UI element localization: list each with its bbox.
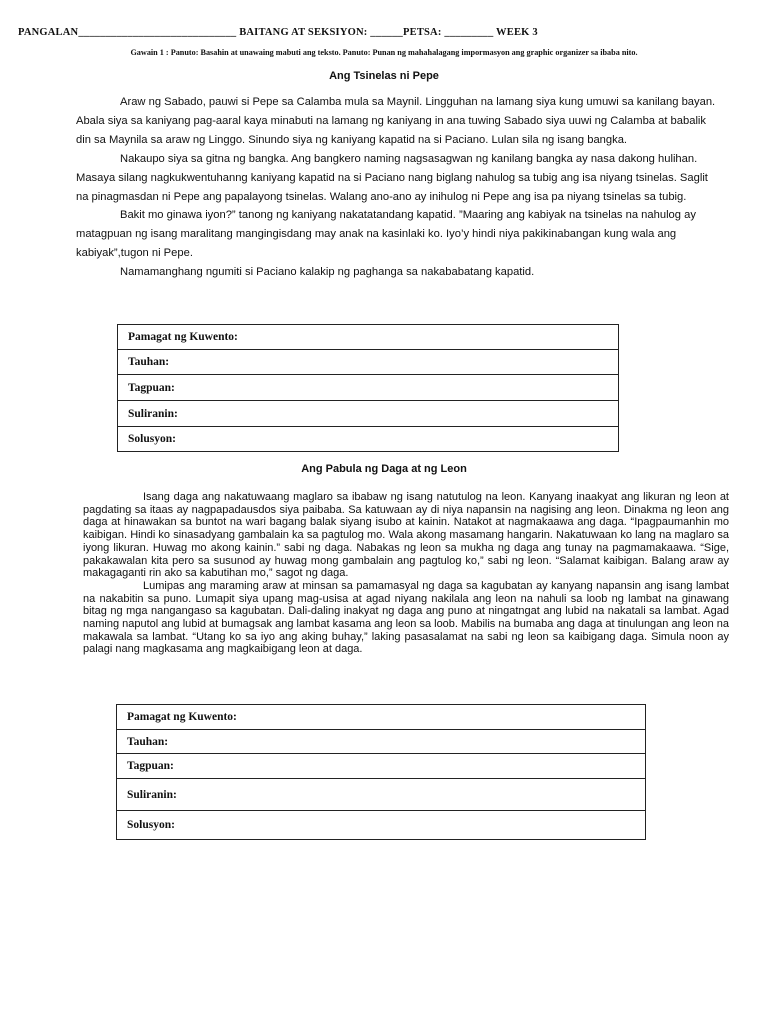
organizer2-characters-field[interactable]: Tauhan:: [117, 730, 646, 754]
organizer-row: [118, 401, 619, 427]
organizer1-solution-field[interactable]: Solusyon:: [118, 427, 619, 452]
story1-paragraph: Nakaupo siya sa gitna ng bangka. Ang bangkero naming nagsasagwan ng kanilang bangka ay nasa dakong hulihan. Masaya silang nagkukwentuhanng kaniyang kapatid na si Paciano nang biglang nahulog sa tubig ang isa niyang tsinelas. Saglit na pinagmasdan ni Pepe ang papalayong tsinelas. Walang ano-ano ay inihulog ni Pepe ang isa pa niyang tsinelas sa tubig.: [76, 152, 708, 203]
organizer1-title-field[interactable]: Pamagat ng Kuwento:: [118, 325, 619, 350]
organizer-row: [118, 375, 619, 401]
organizer-row: [117, 705, 646, 730]
story1-paragraph: Namamanghang ngumiti si Paciano kalakip ng paghanga sa nakababatang kapatid.: [120, 266, 535, 279]
story2-title: Ang Pabula ng Daga at ng Leon: [301, 463, 467, 475]
graphic-organizer-1: [117, 324, 619, 452]
organizer2-title-field[interactable]: Pamagat ng Kuwento:: [117, 705, 646, 730]
organizer-row: [117, 730, 646, 754]
story1-title: Ang Tsinelas ni Pepe: [329, 70, 439, 82]
story1-text: [76, 93, 716, 282]
story1-paragraph: Araw ng Sabado, pauwi si Pepe sa Calamba mula sa Maynil. Lingguhan na lamang siya kung umuwi sa kanilang bayan. Abala siya sa kaniyang pag-aaral kaya minabuti na lamang ng kaniyang in ana tuwing Sabado siya uuwi ng Calamba at babalik din sa Maynila sa araw ng Linggo. Sinundo siya ng kaniyang kapatid na si Paciano. Lulan sila ng isang bangka.: [76, 96, 716, 146]
activity-instructions: Gawain 1 : Panuto: Basahin at unawaing mabuti ang teksto. Panuto: Punan ng mahahalagang impormasyon ang graphic organizer sa ibaba nito.: [130, 48, 638, 57]
organizer1-setting-field[interactable]: Tagpuan:: [118, 375, 619, 401]
organizer-row: [118, 325, 619, 350]
organizer-row: [117, 779, 646, 811]
organizer2-setting-field[interactable]: Tagpuan:: [117, 754, 646, 779]
organizer-row: [118, 350, 619, 375]
organizer1-problem-field[interactable]: Suliranin:: [118, 401, 619, 427]
story2-text: [83, 491, 729, 656]
worksheet-header: PANGALAN_____________________________ BAITANG AT SEKSIYON: ______PETSA: _________ WEEK 3: [18, 27, 538, 38]
organizer1-characters-field[interactable]: Tauhan:: [118, 350, 619, 375]
organizer2-problem-field[interactable]: Suliranin:: [117, 779, 646, 811]
organizer2-solution-field[interactable]: Solusyon:: [117, 811, 646, 840]
graphic-organizer-2: [116, 704, 646, 840]
story2-paragraph: Isang daga ang nakatuwaang maglaro sa ibabaw ng isang natutulog na leon. Kanyang inaakyat ang likuran ng leon at pagdating sa itaas ay nagpapadausdos siya paibaba. Sa katuwaan ay di niya napansin na nagising ang leon. Dinakma ng leon ang daga at hinawakan sa buntot na wari bagang balak siyang isubo at kainin. Natakot at nagmakaawa ang daga. “Ipagpaumanhin mo kaibigan. Hindi ko sinasadyang gambalain ka sa pagtulog mo. Wala akong masamang hangarin. Nakatuwaan ko lang na maglaro sa iyong likuran. Huwag mo akong kainin.” sabi ng daga. Nabakas ng leon sa mukha ng daga ang tunay na pagmamakaawa. “Sige, pakakawalan kita pero sa susunod ay huwag mong gambalain ang pagtulog ko,” sabi ng leon. “Salamat kaibigan. Balang araw ay makagaganti rin ako sa kabutihan mo,” sagot ng daga.: [83, 491, 729, 580]
organizer-row: [117, 754, 646, 779]
story1-paragraph: Bakit mo ginawa iyon?” tanong ng kaniyang nakatatandang kapatid. ”Maaring ang kabiyak na tsinelas na nahulog ay matagpuan ng isang maralitang mangingisdang may anak na kasinlaki ko. Iyo’y hindi niya pakikinabangan kung wala ang kabiyak”,tugon ni Pepe.: [76, 209, 696, 260]
organizer-row: [118, 427, 619, 452]
story2-paragraph: Lumipas ang maraming araw at minsan sa pamamasyal ng daga sa kagubatan ay kanyang napansin ang isang lambat na nakabitin sa puno. Lumapit siya upang mag-usisa at agad niyang nakilala ang leon na nahuli sa loob ng lambat na ginawang bitag ng mga nangangaso sa kagubatan. Dali-daling inakyat ng daga ang puno at ningatngat ang lubid na nakatali sa lambat. Agad naming naputol ang lubid at bumagsak ang lambat kasama ang leon sa loob. Mabilis na bumaba ang daga at tinulungan ang leon na makawala sa lambat. “Utang ko sa iyo ang aking buhay,” laking pasasalamat na sabi ng leon sa kaibigang daga. Simula noon ay palagi nang magkasama ang magkaibigang leon at daga.: [83, 579, 729, 656]
organizer-row: [117, 811, 646, 840]
